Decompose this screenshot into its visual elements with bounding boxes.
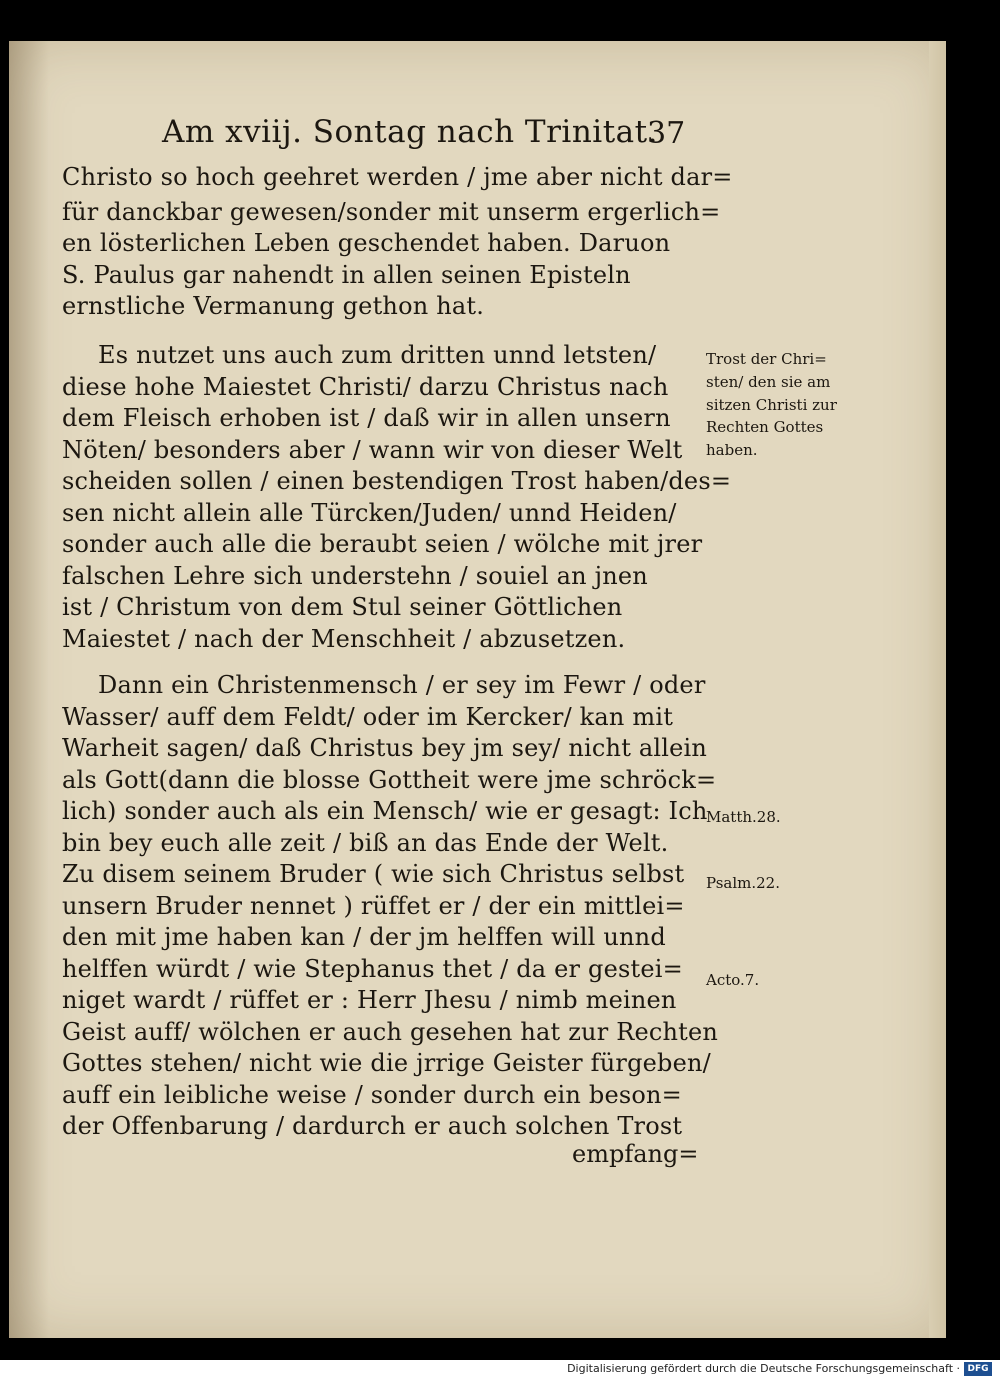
- text-line: sonder auch alle die beraubt seien / wölche mit jrer: [62, 530, 703, 558]
- marginal-note-psalm: Psalm.22.: [706, 874, 780, 892]
- footer-bar: [0, 1360, 1000, 1379]
- marginal-note-line: sten/ den sie am: [706, 373, 831, 391]
- marginal-note-acto: Acto.7.: [706, 971, 760, 989]
- text-line: unsern Bruder nennet ) rüffet er / der ein mittlei=: [62, 892, 685, 920]
- page-number: 37: [647, 116, 686, 151]
- marginal-note-line: sitzen Christi zur: [706, 396, 837, 414]
- catchword: empfang=: [572, 1140, 699, 1168]
- running-title: Am xviij. Sontag nach Trinitat.: [162, 114, 658, 150]
- text-line: diese hohe Maiestet Christi/ darzu Christus nach: [62, 373, 669, 401]
- running-head: [162, 114, 722, 158]
- text-line: für danckbar gewesen/sonder mit unserm ergerlich=: [62, 198, 721, 226]
- text-line: helffen würdt / wie Stephanus thet / da er gestei=: [62, 955, 683, 983]
- text-line: Christo so hoch geehret werden / jme aber nicht dar=: [62, 163, 733, 191]
- text-line: Warheit sagen/ daß Christus bey jm sey/ nicht allein: [62, 734, 708, 762]
- text-line: en lösterlichen Leben geschendet haben. Daruon: [62, 229, 671, 257]
- text-line: lich) sonder auch als ein Mensch/ wie er gesagt: Ich: [62, 797, 708, 825]
- footer-credit: Digitalisierung gefördert durch die Deutsche Forschungsgemeinschaft ·: [567, 1362, 960, 1375]
- text-line: Geist auff/ wölchen er auch gesehen hat zur Rechten: [62, 1018, 719, 1046]
- text-line: Wasser/ auff dem Feldt/ oder im Kercker/ kan mit: [62, 703, 674, 731]
- page-gutter-shadow: [9, 41, 49, 1338]
- marginal-note-line: Trost der Chri=: [706, 350, 827, 368]
- text-line: Dann ein Christenmensch / er sey im Fewr / oder: [98, 671, 706, 699]
- text-line: auff ein leibliche weise / sonder durch ein beson=: [62, 1081, 682, 1109]
- text-line: sen nicht allein alle Türcken/Juden/ unnd Heiden/: [62, 499, 677, 527]
- text-line: falschen Lehre sich understehn / souiel an jnen: [62, 562, 648, 590]
- marginal-note-line: haben.: [706, 441, 758, 459]
- text-line: Es nutzet uns auch zum dritten unnd letsten/: [98, 341, 657, 369]
- dfg-logo: DFG: [964, 1362, 992, 1376]
- text-line: bin bey euch alle zeit / biß an das Ende der Welt.: [62, 829, 669, 857]
- page-edge: [929, 41, 946, 1338]
- text-line: S. Paulus gar nahendt in allen seinen Episteln: [62, 261, 631, 289]
- text-line: ist / Christum von dem Stul seiner Göttlichen: [62, 593, 623, 621]
- text-line: Zu disem seinem Bruder ( wie sich Christus selbst: [62, 860, 685, 888]
- marginal-note-matth: Matth.28.: [706, 808, 781, 826]
- text-line: niget wardt / rüffet er : Herr Jhesu / nimb meinen: [62, 986, 677, 1014]
- text-line: ernstliche Vermanung gethon hat.: [62, 292, 485, 320]
- text-line: dem Fleisch erhoben ist / daß wir in allen unsern: [62, 404, 671, 432]
- text-line: scheiden sollen / einen bestendigen Trost haben/des=: [62, 467, 732, 495]
- text-line: Nöten/ besonders aber / wann wir von dieser Welt: [62, 436, 683, 464]
- text-line: den mit jme haben kan / der jm helffen will unnd: [62, 923, 666, 951]
- text-line: Maiestet / nach der Menschheit / abzusetzen.: [62, 625, 626, 653]
- text-line: als Gott(dann die blosse Gottheit were jme schröck=: [62, 766, 717, 794]
- text-line: Gottes stehen/ nicht wie die jrrige Geister fürgeben/: [62, 1049, 711, 1077]
- marginal-note-line: Rechten Gottes: [706, 418, 824, 436]
- text-line: der Offenbarung / dardurch er auch solchen Trost: [62, 1112, 683, 1140]
